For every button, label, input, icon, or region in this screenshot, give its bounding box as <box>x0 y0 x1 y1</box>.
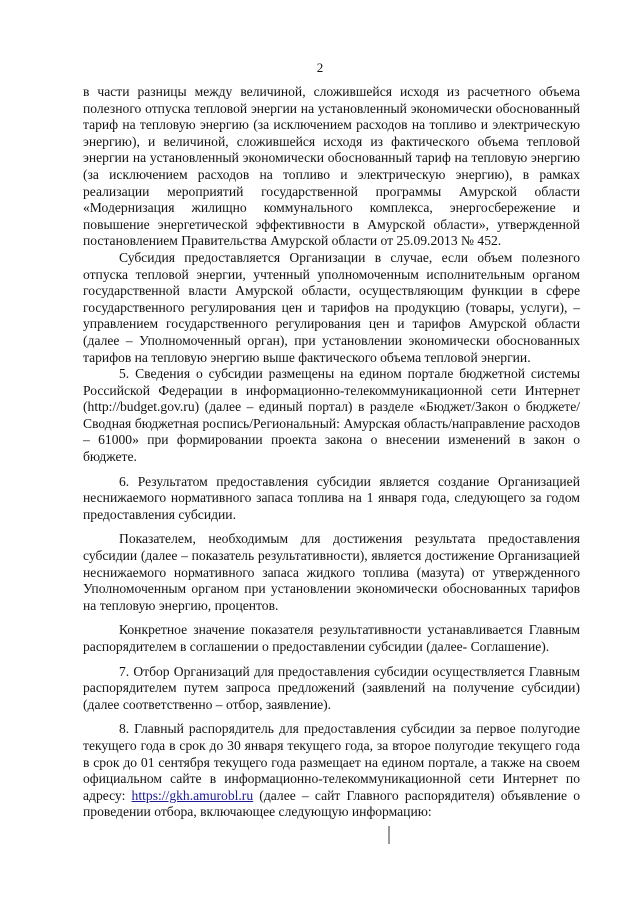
paragraph-indicator-value: Конкретное значение показателя результативности устанавливается Главным распорядителем в соглашении о предоставлении субсидии (далее- Соглашение). <box>83 622 580 654</box>
paragraph-item-7: 7. Отбор Организаций для предоставления субсидии осуществляется Главным распорядителем путем запроса предложений (заявлений на получение субсидии) (далее соответственно – отбор, заявление). <box>83 663 580 712</box>
paragraph-subsidy-condition: Субсидия предоставляется Организации в случае, если объем полезного отпуска тепловой энергии, учтенный уполномоченным исполнительным органом государственной власти Амурской области, осуществляющим функции в сфере государственного регулирования цен и тарифов на продукцию (товары, услуги), – управлением государственного регулирования цен и тарифов Амурской области (далее – Уполномоченный орган), при установлении экономически обоснованных тарифов на тепловую энергию выше фактического объема тепловой энергии. <box>83 249 580 365</box>
paragraph-item-5: 5. Сведения о субсидии размещены на едином портале бюджетной системы Российской Федерации в информационно-телекоммуникационной сети Интернет (http://budget.gov.ru) (далее – единый портал) в разделе «Бюджет/Закон о бюджете/Сводная бюджетная роспись/Региональный: Амурская область/направление расходов – 61000» при формировании проекта закона о внесении изменений в закон о бюджете. <box>83 366 580 465</box>
website-link[interactable]: https://gkh.amurobl.ru <box>131 787 254 803</box>
paragraph-item-6: 6. Результатом предоставления субсидии является создание Организацией неснижаемого нормативного запаса топлива на 1 января года, следующего за годом предоставления субсидии. <box>83 473 580 522</box>
page-number: 2 <box>316 60 324 75</box>
paragraph-item-8-text: 8. Главный распорядитель для предоставления субсидии за первое полугодие текущего года в срок до 30 января текущего года, за второе полугодие текущего года в срок до 01 сентября текущего года размещает на едином портале, а также на своем официальном сайте в информационно-телекоммуникационной сети Интернет по адресу: <box>83 721 580 803</box>
scan-mark <box>388 826 390 844</box>
paragraph-continuation: в части разницы между величиной, сложившейся исходя из расчетного объема полезного отпуска тепловой энергии на установленный экономически обоснованный тариф на тепловую энергию (за исключением расходов на топливо и электрическую энергию), и величиной, сложившейся исходя из фактического объема тепловой энергии на установленный экономически обоснованный тариф на тепловую энергию (за исключением расходов на топливо и электрическую энергию), в рамках реализации мероприятий государственной программы Амурской области «Модернизация жилищно коммунального комплекса, энергосбережение и повышение энергетической эффективности в Амурской области», утвержденной постановлением Правительства Амурской области от 25.09.2013 № 452. <box>83 84 580 249</box>
document-body <box>83 84 580 821</box>
paragraph-indicator: Показателем, необходимым для достижения результата предоставления субсидии (далее – показатель результативности), является достижение Организацией неснижаемого нормативного запаса жидкого топлива (мазута) от утвержденного Уполномоченным органом при установлении экономически обоснованных тарифов на тепловую энергию, процентов. <box>83 531 580 613</box>
paragraph-item-8 <box>83 721 580 821</box>
paragraph-item-8-tail: (далее – сайт Главного распорядителя) объявление о проведении отбора, включающее следующую информацию: <box>83 787 580 820</box>
